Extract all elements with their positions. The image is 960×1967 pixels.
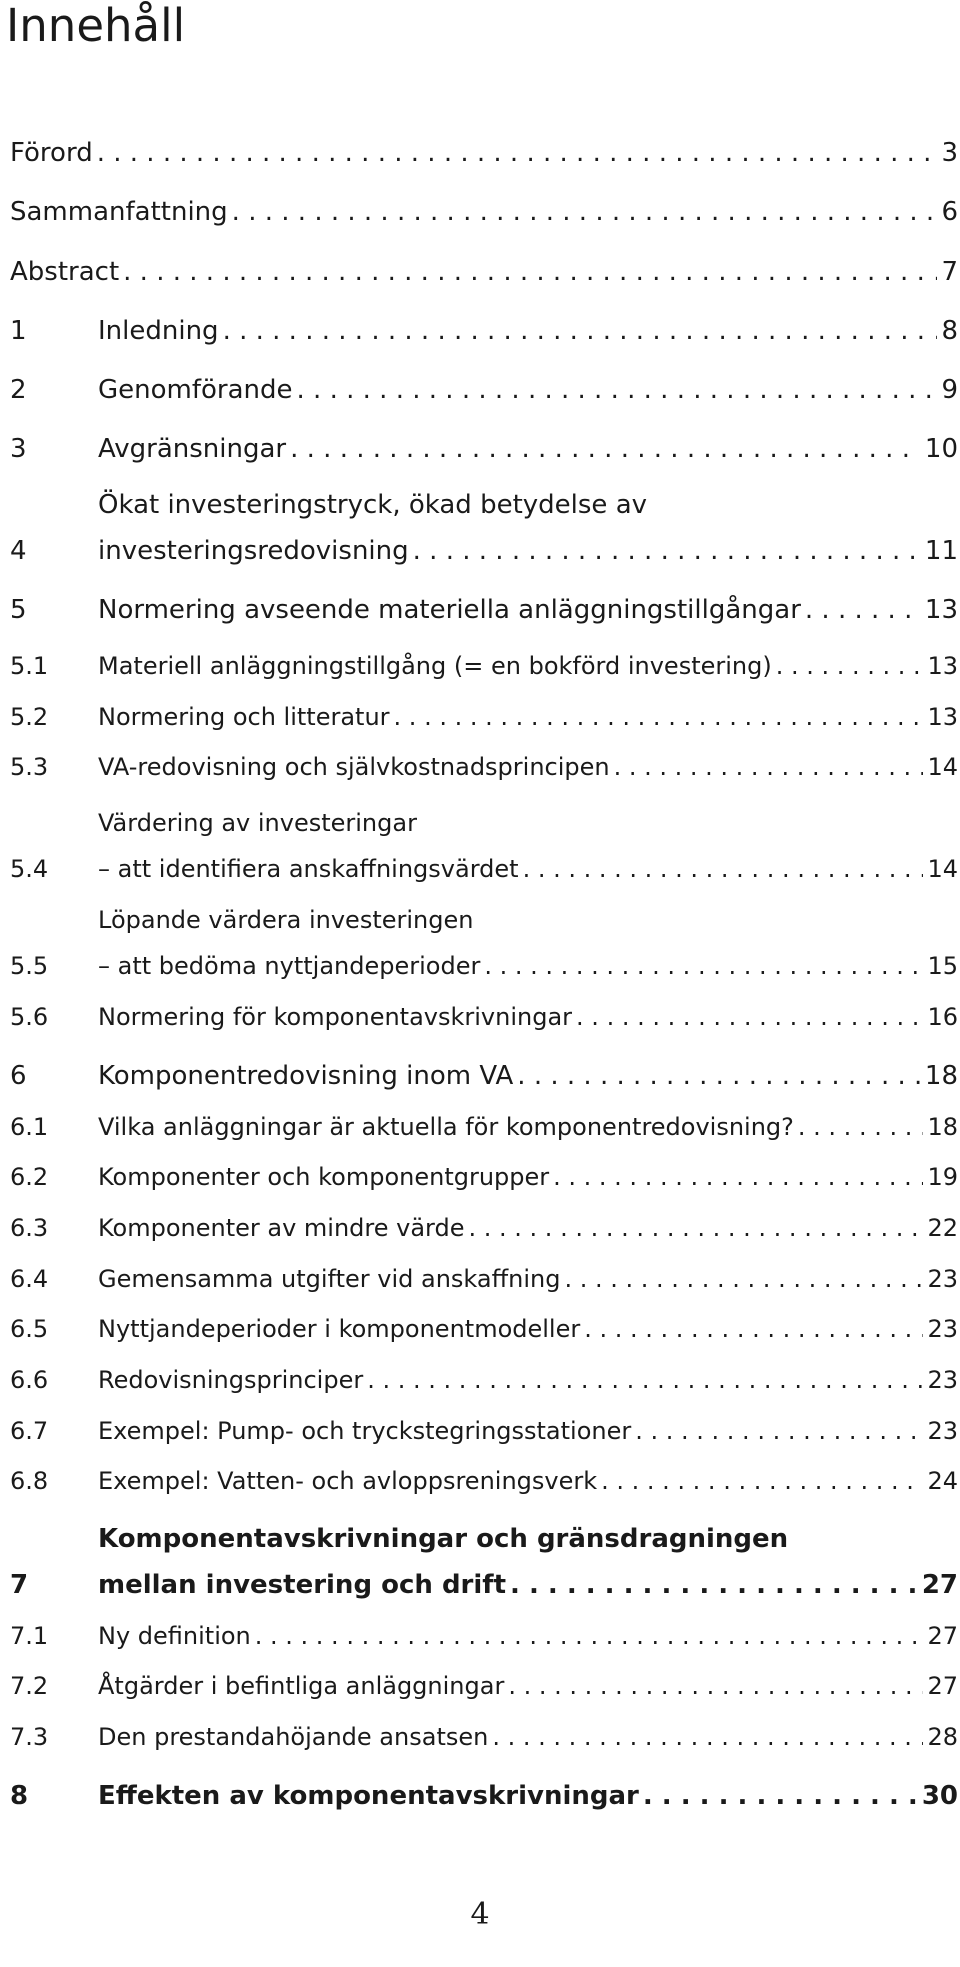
- dot-leader: [290, 428, 921, 470]
- toc-entry-title: Redovisningsprinciper: [98, 1366, 364, 1394]
- toc-entry-number: 2: [10, 375, 27, 405]
- toc-entry-title: Komponentredovisning inom VA: [98, 1061, 514, 1091]
- dot-leader: [601, 1460, 923, 1502]
- toc-entry-title: Inledning: [98, 316, 219, 346]
- dot-leader: [635, 1410, 923, 1452]
- dot-leader: [523, 848, 924, 890]
- toc-entry[interactable]: [10, 996, 958, 1038]
- toc-entry-title: Abstract: [10, 257, 120, 287]
- toc-entry[interactable]: [10, 1665, 958, 1707]
- dot-leader: [510, 1564, 918, 1606]
- toc-entry-number: 6.2: [10, 1163, 49, 1191]
- dot-leader: [508, 1665, 923, 1707]
- toc-entry[interactable]: [10, 809, 958, 890]
- dot-leader: [367, 1359, 923, 1401]
- toc-entry-title: Exempel: Vatten- och avloppsreningsverk: [98, 1467, 598, 1495]
- toc-entry[interactable]: [10, 1156, 958, 1198]
- toc-entry-page: 19: [927, 1163, 958, 1191]
- toc-entry-page: 22: [927, 1214, 958, 1242]
- dot-leader: [614, 746, 924, 788]
- toc-entry-page: 18: [927, 1113, 958, 1141]
- toc-entry-title: Komponenter och komponentgrupper: [98, 1163, 550, 1191]
- toc-entry-page: 28: [927, 1723, 958, 1751]
- toc-entry[interactable]: [10, 1258, 958, 1300]
- dot-leader: [394, 696, 924, 738]
- dot-leader: [584, 1308, 923, 1350]
- dot-leader: [413, 530, 921, 572]
- toc-entry-title: Nyttjandeperioder i komponentmodeller: [98, 1315, 581, 1343]
- toc-entry-page: 23: [927, 1417, 958, 1445]
- toc-entry-number: 7.3: [10, 1723, 49, 1751]
- toc-entry[interactable]: [10, 428, 958, 470]
- toc-entry[interactable]: [10, 310, 958, 352]
- toc-entry-number: 7.1: [10, 1622, 49, 1650]
- toc-entry-page: 24: [927, 1467, 958, 1495]
- toc-entry[interactable]: [10, 1359, 958, 1401]
- toc-entry-page: 14: [927, 753, 958, 781]
- toc-entry-title: Ny definition: [98, 1622, 251, 1650]
- toc-entry[interactable]: [10, 1775, 958, 1817]
- toc-entry-number: 6: [10, 1061, 27, 1091]
- toc-entry-title-first-line: Värdering av investeringar: [98, 809, 417, 837]
- toc-entry-number: 6.7: [10, 1417, 49, 1445]
- dot-leader: [492, 1716, 923, 1758]
- toc-entry-title: Exempel: Pump- och tryckstegringsstationer: [98, 1417, 632, 1445]
- toc-entry-page: 8: [941, 316, 958, 346]
- page-title: Innehåll: [6, 0, 186, 52]
- toc-entry-page: 15: [927, 952, 958, 980]
- toc-entry[interactable]: [10, 369, 958, 411]
- toc-entry-title: Åtgärder i befintliga anläggningar: [98, 1672, 505, 1700]
- toc-entry-number: 7.2: [10, 1672, 49, 1700]
- dot-leader: [553, 1156, 923, 1198]
- toc-entry-number: 5.3: [10, 753, 49, 781]
- toc-entry[interactable]: [10, 1207, 958, 1249]
- toc-entry-number: 4: [10, 536, 27, 566]
- toc-entry-page: 9: [941, 375, 958, 405]
- dot-leader: [564, 1258, 923, 1300]
- toc-entry-title: Materiell anläggningstillgång (= en bokförd investering): [98, 652, 772, 680]
- toc-entry-page: 27: [927, 1622, 958, 1650]
- page-number: 4: [470, 1897, 490, 1932]
- toc-entry-page: 13: [924, 595, 958, 625]
- dot-leader: [576, 996, 923, 1038]
- toc-entry[interactable]: [10, 1716, 958, 1758]
- toc-entry-title: Normering för komponentavskrivningar: [98, 1003, 573, 1031]
- dot-leader: [517, 1055, 921, 1097]
- dot-leader: [805, 589, 921, 631]
- toc-entry[interactable]: [10, 1460, 958, 1502]
- toc-entry-page: 23: [927, 1315, 958, 1343]
- toc-entry-title: – att identifiera anskaffningsvärdet: [98, 855, 519, 883]
- toc-entry-title: mellan investering och drift: [98, 1570, 507, 1600]
- dot-leader: [123, 251, 937, 293]
- toc-entry-page: 13: [927, 652, 958, 680]
- toc-entry-number: 8: [10, 1781, 29, 1811]
- toc-entry-title: Normering avseende materiella anläggningstillgångar: [98, 595, 801, 625]
- toc-entry-title: Den prestandahöjande ansatsen: [98, 1723, 489, 1751]
- toc-entry-page: 30: [921, 1781, 958, 1811]
- dot-leader: [484, 945, 923, 987]
- toc-entry[interactable]: [10, 906, 958, 987]
- toc-entry-number: 7: [10, 1570, 29, 1600]
- toc-entry[interactable]: [10, 1308, 958, 1350]
- toc-entry-title-first-line: Ökat investeringstryck, ökad betydelse av: [98, 490, 648, 520]
- toc-entry[interactable]: [10, 1106, 958, 1148]
- toc-entry[interactable]: [10, 251, 958, 293]
- toc-entry-title: Komponenter av mindre värde: [98, 1214, 465, 1242]
- toc-entry-title: Gemensamma utgifter vid anskaffning: [98, 1265, 561, 1293]
- toc-entry-number: 6.3: [10, 1214, 49, 1242]
- dot-leader: [643, 1775, 918, 1817]
- toc-entry-page: 7: [941, 257, 958, 287]
- toc-entry-title: Sammanfattning: [10, 197, 228, 227]
- toc-entry-title: Normering och litteratur: [98, 703, 390, 731]
- toc-entry-page: 27: [921, 1570, 958, 1600]
- toc-entry-page: 18: [924, 1061, 958, 1091]
- dot-leader: [469, 1207, 924, 1249]
- toc-entry[interactable]: [10, 1524, 958, 1606]
- toc-entry[interactable]: [10, 645, 958, 687]
- toc-entry-number: 5.4: [10, 855, 49, 883]
- toc-entry-title: – att bedöma nyttjandeperioder: [98, 952, 481, 980]
- dot-leader: [232, 191, 938, 233]
- toc-entry-number: 1: [10, 316, 27, 346]
- toc-entry-number: 3: [10, 434, 27, 464]
- toc-entry-page: 27: [927, 1672, 958, 1700]
- toc-entry[interactable]: [10, 490, 958, 572]
- toc-entry-title: Genomförande: [98, 375, 293, 405]
- dot-leader: [223, 310, 938, 352]
- toc-entry[interactable]: [10, 132, 958, 174]
- toc-entry[interactable]: [10, 1410, 958, 1452]
- toc-entry-number: 5.5: [10, 952, 49, 980]
- dot-leader: [798, 1106, 924, 1148]
- toc-entry-title-first-line: Komponentavskrivningar och gränsdragningen: [98, 1524, 789, 1554]
- toc-entry-title: Vilka anläggningar är aktuella för komponentredovisning?: [98, 1113, 794, 1141]
- toc-entry-title: investeringsredovisning: [98, 536, 409, 566]
- toc-entry-number: 5.2: [10, 703, 49, 731]
- toc-entry-number: 6.1: [10, 1113, 49, 1141]
- toc-entry-page: 3: [941, 138, 958, 168]
- toc-entry-page: 13: [927, 703, 958, 731]
- toc-entry[interactable]: [10, 696, 958, 738]
- toc-entry-number: 5.1: [10, 652, 49, 680]
- toc-entry-page: 23: [927, 1265, 958, 1293]
- toc-entry[interactable]: [10, 746, 958, 788]
- dot-leader: [97, 132, 938, 174]
- toc-entry-number: 5.6: [10, 1003, 49, 1031]
- toc-entry-page: 6: [941, 197, 958, 227]
- toc-entry-title-first-line: Löpande värdera investeringen: [98, 906, 474, 934]
- toc-entry-number: 6.6: [10, 1366, 49, 1394]
- toc-entry[interactable]: [10, 1615, 958, 1657]
- dot-leader: [255, 1615, 924, 1657]
- toc-entry[interactable]: [10, 1055, 958, 1097]
- dot-leader: [297, 369, 938, 411]
- toc-entry-page: 11: [924, 536, 958, 566]
- toc-entry-title: Effekten av komponentavskrivningar: [98, 1781, 639, 1811]
- toc-entry-page: 10: [924, 434, 958, 464]
- toc-entry-page: 23: [927, 1366, 958, 1394]
- dot-leader: [776, 645, 924, 687]
- toc-entry-page: 14: [927, 855, 958, 883]
- toc-entry-title: Avgränsningar: [98, 434, 287, 464]
- toc-entry[interactable]: [10, 589, 958, 631]
- toc-entry-title: VA-redovisning och självkostnadsprincipen: [98, 753, 610, 781]
- toc-entry[interactable]: [10, 191, 958, 233]
- toc-entry-number: 6.8: [10, 1467, 49, 1495]
- toc-entry-number: 6.4: [10, 1265, 49, 1293]
- toc-entry-number: 6.5: [10, 1315, 49, 1343]
- toc-entry-title: Förord: [10, 138, 93, 168]
- toc-entry-number: 5: [10, 595, 27, 625]
- toc-entry-page: 16: [927, 1003, 958, 1031]
